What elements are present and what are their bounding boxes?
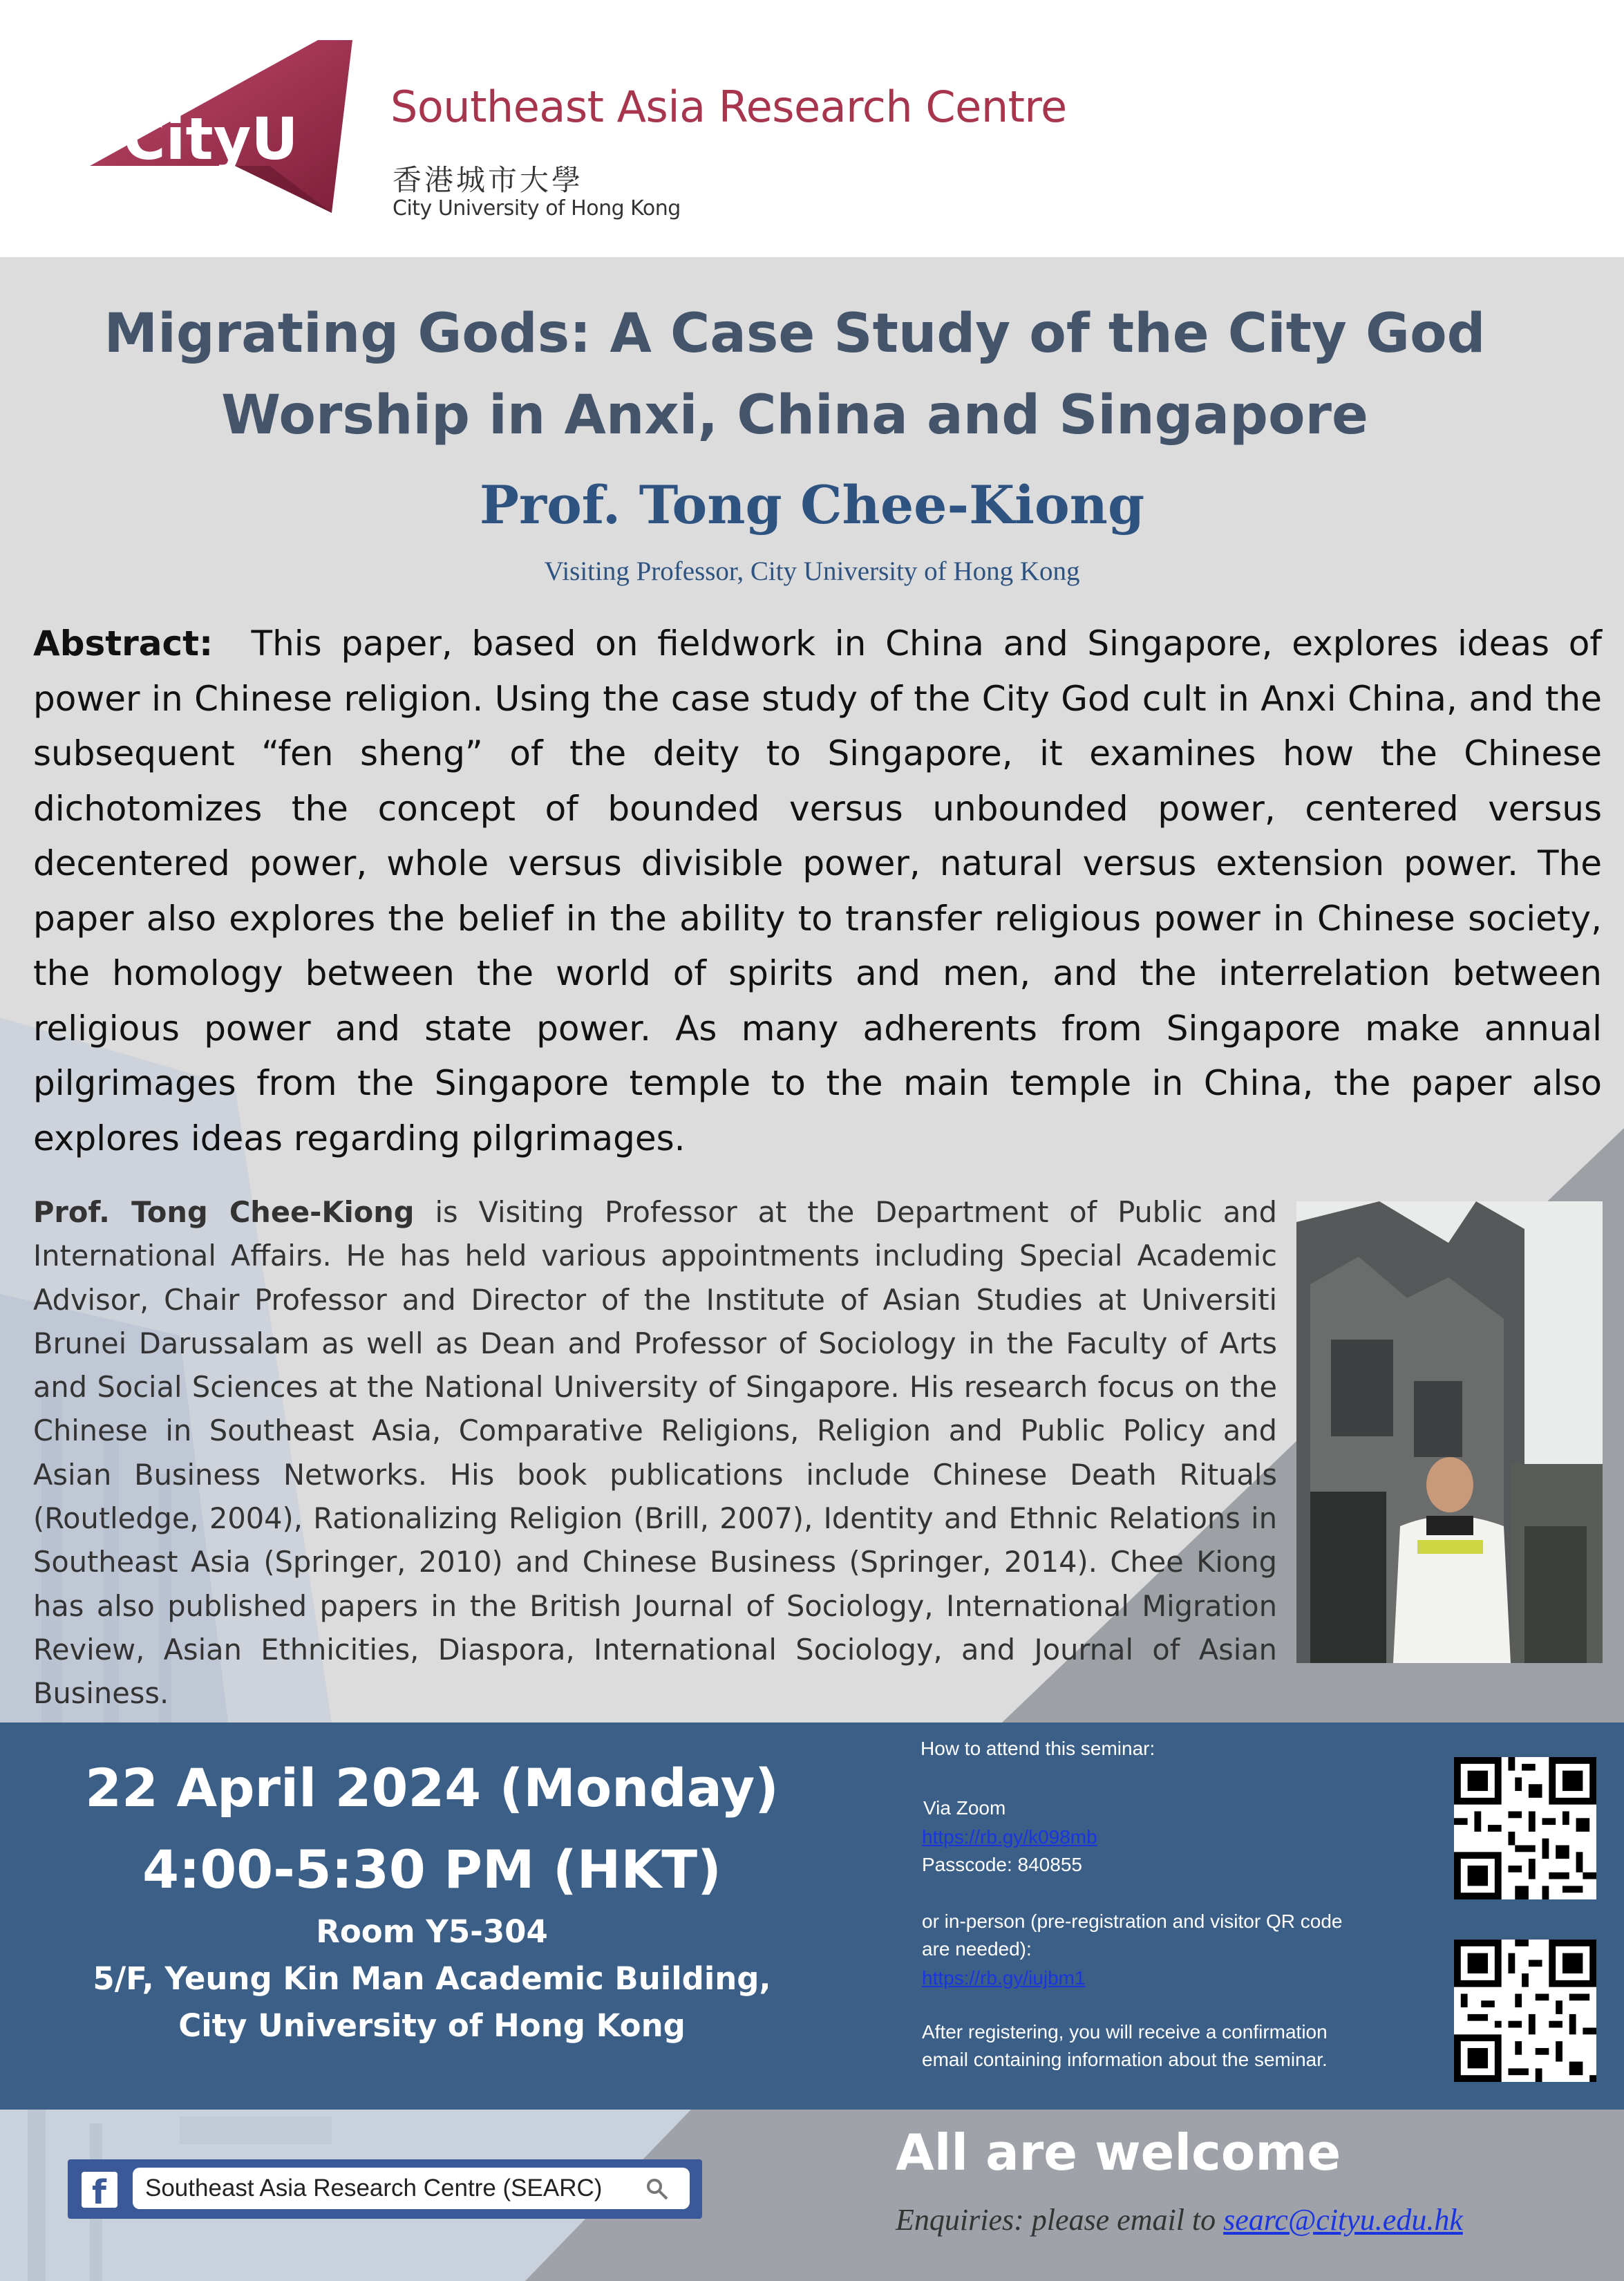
svg-text:CityU: CityU (123, 105, 299, 173)
university-name: City University of Hong Kong (393, 196, 681, 220)
title-line-1: Migrating Gods: A Case Study of the City God (104, 303, 1486, 365)
qr-code-registration[interactable] (1454, 1940, 1596, 2082)
svg-text:f: f (92, 2173, 106, 2208)
bio-text: is Visiting Professor at the Department of Public and International Affairs. He has held various appointments including Special Academic Advisor, Chair Professor and Director of the Institute of Asian Studies at Universiti Brunei Darussalam as well as Dean and Professor of Sociology in the Faculty of Arts and Social Sciences at the National University of Singapore. His research focus on the Chinese in Southeast Asia, Comparative Religions, Religion and Public Policy and Asian Business Networks. His book publications include Chinese Death Rituals (Routledge, 2004), Rationalizing Religion (Brill, 2007), Identity and Ethnic Relations in Southeast Asia (Springer, 2010) and Chinese Business (Springer, 2014). Chee Kiong has also published papers in the British Journal of Sociology, International Migration Review, Asian Ethnicities, Diaspora, International Sociology, and Journal of Asian Business. (33, 1195, 1278, 1711)
enquiries-email[interactable]: searc@cityu.edu.hk (1223, 2203, 1463, 2237)
enquiries-label: Enquiries: please email to (896, 2203, 1216, 2237)
facebook-icon (82, 2172, 117, 2208)
chinese-university-name: 香港城市大學 (393, 163, 584, 197)
facebook-search-bar[interactable] (68, 2159, 702, 2219)
enquiries-line (896, 2202, 1463, 2237)
abstract (33, 617, 1602, 1166)
seminar-title (104, 293, 1486, 456)
abstract-text: This paper, based on fieldwork in China and Singapore, explores ideas of power in Chinese religion. Using the case study of the City God cult in Anxi China, and the subsequent “fen sheng” of the deity to Singapore, it examines how the Chinese dichotomizes the concept of bounded versus unbounded power, centered versus decentered power, whole versus divisible power, natural versus extension power. The paper also explores the belief in the ability to transfer religious power in Chinese society, the homology between the world of spirits and men, and the interrelation between religious power and state power. As many adherents from Singapore make annual pilgrimages from the Singapore temple to the main temple in China, the paper also explores ideas regarding pilgrimages. (33, 623, 1602, 1158)
inperson-line-2: are needed): (922, 1938, 1032, 1960)
event-time: 4:00-5:30 PM (HKT) (142, 1839, 721, 1900)
event-building: 5/F, Yeung Kin Man Academic Building, (93, 1960, 771, 1997)
event-university: City University of Hong Kong (178, 2007, 686, 2044)
event-room: Room Y5-304 (316, 1913, 548, 1950)
inperson-line-1: or in-person (pre-registration and visitor QR code (922, 1911, 1343, 1932)
search-icon[interactable] (645, 2177, 669, 2201)
centre-name: Southeast Asia Research Centre (390, 82, 1067, 132)
speaker-name: Prof. Tong Chee-Kiong (479, 474, 1145, 536)
after-line-2: email containing information about the seminar. (922, 2049, 1328, 2070)
header (0, 0, 1624, 257)
registration-link[interactable]: https://rb.gy/iujbm1 (922, 1967, 1086, 1989)
zoom-link[interactable]: https://rb.gy/k098mb (922, 1826, 1097, 1848)
qr-code-zoom[interactable] (1454, 1757, 1596, 1899)
event-date: 22 April 2024 (Monday) (85, 1757, 779, 1819)
after-line-1: After registering, you will receive a confirmation (922, 2021, 1328, 2043)
zoom-passcode: Passcode: 840855 (922, 1854, 1082, 1875)
facebook-page-name: Southeast Asia Research Centre (SEARC) (145, 2175, 603, 2202)
speaker-role: Visiting Professor, City University of Hong Kong (544, 556, 1080, 586)
bio-name: Prof. Tong Chee-Kiong (33, 1195, 415, 1229)
speaker-bio (33, 1190, 1277, 1716)
welcome-text: All are welcome (896, 2123, 1341, 2181)
attend-heading: How to attend this seminar: (920, 1738, 1155, 1759)
abstract-label: Abstract: (33, 623, 214, 664)
title-line-2: Worship in Anxi, China and Singapore (221, 384, 1368, 447)
cityu-logo (90, 40, 366, 213)
speaker-photo (1296, 1201, 1603, 1663)
zoom-label: Via Zoom (923, 1797, 1006, 1819)
facebook-page-field[interactable] (133, 2168, 690, 2209)
